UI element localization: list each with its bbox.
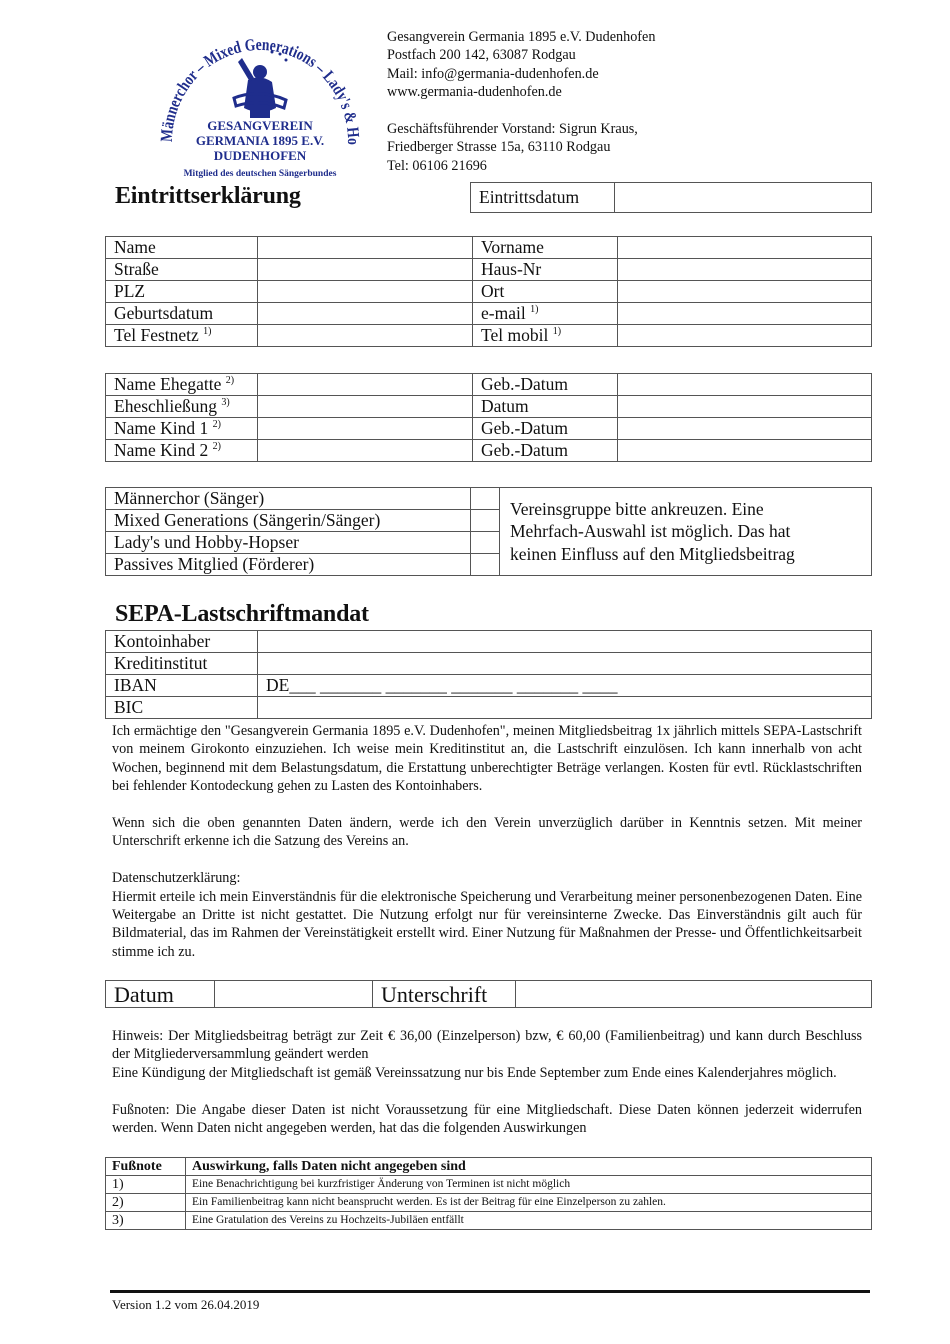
mandate-paragraph: Ich ermächtige den "Gesangverein Germania 1895 e.V. Dudenhofen", meinen Mitgliedsbeitrag 1x jährlich mittels SEPA-Lastschrift von meinem Girokonto einzuziehen. Ich weise mein Kreditinstitut an, die Lastschrift einzulösen. Ich kann innerhalb von acht Wochen, beginnend mit dem Belastungsdatum, die Erstattung unberechtigter Beträge verlangen. Kosten für evtl. Rücklastschriften bei fehlender Kontodeckung gehen zu Lasten des Kontoinhabers. xyxy=(112,723,862,795)
group-label: Lady's und Hobby-Hopser xyxy=(106,532,471,554)
field-input[interactable] xyxy=(258,325,473,347)
form-row xyxy=(106,325,872,347)
sepa-row xyxy=(106,653,872,675)
group-checkbox[interactable] xyxy=(471,488,500,510)
sepa-row xyxy=(106,631,872,653)
sepa-label: Kontoinhaber xyxy=(106,631,258,653)
sepa-label: IBAN xyxy=(106,675,258,697)
footnote-row xyxy=(106,1194,872,1212)
family-data-table xyxy=(105,373,872,462)
footnote-ref: 2) xyxy=(212,441,222,452)
field-label-text: PLZ xyxy=(114,281,146,301)
field-label xyxy=(106,281,258,303)
signature-date-label: Datum xyxy=(106,981,215,1008)
field-input[interactable] xyxy=(258,440,473,462)
field-label xyxy=(106,418,258,440)
footnote-number: 1) xyxy=(106,1176,186,1194)
field-label-text: Tel mobil xyxy=(481,325,549,345)
form-row xyxy=(106,440,872,462)
personal-data-table xyxy=(105,236,872,347)
sepa-label: Kreditinstitut xyxy=(106,653,258,675)
privacy-paragraph: Hiermit erteile ich mein Einverständnis für die elektronische Speicherung und Verarbeitung meiner personenbezogenen Daten. Eine Weitergabe an Dritte ist nicht gestattet. Die Nutzung erfolgt nur für vereinsinterne Zwecke. Das Einverständnis gilt auch für Bildmaterial, das im Rahmen der Vereinstätigkeit erstellt wird. Einer Nutzung für Maßnahmen der Presse- und Öffentlichkeitsarbeit stimme ich zu. xyxy=(112,888,862,960)
logo-line-3: DUDENHOFEN xyxy=(213,148,307,163)
footer-divider xyxy=(110,1290,870,1293)
club-logo xyxy=(150,24,370,184)
field-input[interactable] xyxy=(618,303,872,325)
field-input[interactable] xyxy=(618,259,872,281)
field-label-text: Haus-Nr xyxy=(481,259,542,279)
field-input[interactable] xyxy=(258,237,473,259)
form-title: Eintrittserklärung xyxy=(115,183,301,209)
field-label xyxy=(473,237,618,259)
version-footer: Version 1.2 vom 26.04.2019 xyxy=(112,1297,260,1312)
group-checkbox[interactable] xyxy=(471,554,500,576)
field-input[interactable] xyxy=(618,237,872,259)
membership-notes xyxy=(112,1027,862,1137)
club-name: Gesangverein Germania 1895 e.V. Dudenhofen xyxy=(387,29,656,45)
footnote-row xyxy=(106,1176,872,1194)
club-address-block xyxy=(387,28,655,175)
field-label xyxy=(473,418,618,440)
board-street: Friedberger Strasse 15a, 63110 Rodgau xyxy=(387,139,611,156)
form-row xyxy=(106,237,872,259)
form-row xyxy=(106,259,872,281)
sepa-field[interactable] xyxy=(258,653,872,675)
group-label: Männerchor (Sänger) xyxy=(106,488,471,510)
sepa-row xyxy=(106,697,872,719)
field-label xyxy=(106,374,258,396)
footnote-number: 3) xyxy=(106,1212,186,1230)
field-label xyxy=(473,374,618,396)
signature-label: Unterschrift xyxy=(373,981,516,1008)
sepa-mandate-text xyxy=(112,722,862,961)
footnote-effect: Eine Benachrichtigung bei kurzfristiger Änderung von Terminen ist nicht möglich xyxy=(186,1176,872,1194)
field-label-text: Geb.-Datum xyxy=(481,418,568,438)
field-label xyxy=(106,396,258,418)
footnote-header-row xyxy=(106,1158,872,1176)
club-website[interactable]: www.germania-dudenhofen.de xyxy=(387,84,562,101)
signature-date-field[interactable] xyxy=(215,981,373,1008)
field-label xyxy=(473,440,618,462)
footnote-ref: 1) xyxy=(530,304,539,315)
field-input[interactable] xyxy=(618,396,872,418)
footnote-ref: 2) xyxy=(225,375,235,386)
field-input[interactable] xyxy=(618,418,872,440)
sepa-row xyxy=(106,675,872,697)
footnote-header-number: Fußnote xyxy=(106,1158,186,1176)
board-tel: Tel: 06106 21696 xyxy=(387,157,487,174)
field-input[interactable] xyxy=(258,374,473,396)
footnote-effect: Eine Gratulation des Vereins zu Hochzeits-Jubiläen entfällt xyxy=(186,1212,872,1230)
field-label-text: Geburtsdatum xyxy=(114,303,214,323)
group-row xyxy=(106,488,872,510)
logo-line-2: GERMANIA 1895 E.V. xyxy=(195,133,325,148)
field-label xyxy=(473,325,618,347)
group-checkbox[interactable] xyxy=(471,510,500,532)
field-label-text: Geb.-Datum xyxy=(481,440,568,460)
field-input[interactable] xyxy=(618,440,872,462)
field-label xyxy=(106,325,258,347)
sepa-title: SEPA-Lastschriftmandat xyxy=(115,601,369,627)
field-label xyxy=(106,440,258,462)
field-input[interactable] xyxy=(618,374,872,396)
sepa-label: BIC xyxy=(106,697,258,719)
entry-date-table xyxy=(470,182,872,213)
field-label-text: Straße xyxy=(114,259,159,279)
form-row xyxy=(106,396,872,418)
field-label-text: Tel Festnetz xyxy=(114,325,199,345)
field-label xyxy=(473,281,618,303)
field-label-text: Name Ehegatte xyxy=(114,374,222,394)
footnote-table xyxy=(105,1157,872,1230)
field-label-text: Datum xyxy=(481,396,529,416)
field-label xyxy=(106,237,258,259)
footnote-effect: Ein Familienbeitrag kann nicht beansprucht werden. Es ist der Beitrag für eine Einzelperson zu zahlen. xyxy=(186,1194,872,1212)
board-contact: Geschäftsführender Vorstand: Sigrun Kraus, xyxy=(387,121,638,138)
group-label: Mixed Generations (Sängerin/Sänger) xyxy=(106,510,471,532)
field-input[interactable] xyxy=(258,418,473,440)
field-label xyxy=(473,396,618,418)
form-row xyxy=(106,418,872,440)
footnote-row xyxy=(106,1212,872,1230)
singer-figure-icon xyxy=(234,51,288,119)
data-change-paragraph: Wenn sich die oben genannten Daten ändern, werde ich den Verein unverzüglich darüber in Kenntnis setzen. Mit meiner Unterschrift erkenne ich die Satzung des Vereins an. xyxy=(112,815,862,850)
footnote-ref: 1) xyxy=(552,326,562,337)
signature-field[interactable] xyxy=(516,981,872,1008)
field-label-text: Name Kind 2 xyxy=(114,440,209,460)
group-checkbox[interactable] xyxy=(471,532,500,554)
logo-tagline: Mitglied des deutschen Sängerbundes xyxy=(183,169,337,179)
form-row xyxy=(106,281,872,303)
field-input[interactable] xyxy=(258,303,473,325)
form-row xyxy=(106,374,872,396)
footnote-ref: 1) xyxy=(203,326,212,337)
sepa-field[interactable] xyxy=(258,631,872,653)
footnote-header-effect: Auswirkung, falls Daten nicht angegeben sind xyxy=(186,1158,872,1176)
field-label-text: Geb.-Datum xyxy=(481,374,568,394)
group-instructions: Vereinsgruppe bitte ankreuzen. Eine Mehrfach-Auswahl ist möglich. Das hat keinen Einfluss auf den Mitgliedsbeitrag xyxy=(500,488,872,576)
footnote-number: 2) xyxy=(106,1194,186,1212)
privacy-title: Datenschutzerklärung: xyxy=(112,870,241,887)
footnotes-intro: Fußnoten: Die Angabe dieser Daten ist nicht Voraussetzung für eine Mitgliedschaft. Diese Daten können jederzeit widerrufen werden. Wenn Daten nicht angegeben werden, hat das die folgenden Auswirkungen xyxy=(112,1101,862,1137)
sepa-table xyxy=(105,630,872,719)
field-label-text: Eheschließung xyxy=(114,396,218,416)
club-logo-graphic xyxy=(150,24,370,184)
form-row xyxy=(106,303,872,325)
field-label-text: Name xyxy=(114,237,156,257)
footnote-ref: 3) xyxy=(221,397,230,408)
club-mail[interactable]: Mail: info@germania-dudenhofen.de xyxy=(387,65,599,82)
sepa-field[interactable]: DE___ _______ _______ _______ _______ ____ xyxy=(258,675,872,697)
field-input[interactable] xyxy=(258,281,473,303)
logo-line-1: GESANGVEREIN xyxy=(207,118,313,133)
field-label-text: Name Kind 1 xyxy=(114,418,209,438)
field-label-text: Vorname xyxy=(481,237,544,257)
signature-table xyxy=(105,980,872,1008)
field-label-text: Ort xyxy=(481,281,505,301)
fee-note: Hinweis: Der Mitgliedsbeitrag beträgt zur Zeit € 36,00 (Einzelperson) bzw, € 60,00 (Familienbeitrag) und kann durch Beschluss der Mitgliederversammlung geändert werden xyxy=(112,1028,862,1063)
logo-arc-text: Männerchor – Mixed Generations – Lady's & Ho xyxy=(156,34,364,147)
club-groups-table xyxy=(105,487,872,576)
field-input[interactable] xyxy=(258,259,473,281)
field-input[interactable] xyxy=(618,325,872,347)
field-input[interactable] xyxy=(618,281,872,303)
club-postbox: Postfach 200 142, 63087 Rodgau xyxy=(387,47,576,64)
field-label xyxy=(106,259,258,281)
field-label xyxy=(106,303,258,325)
field-input[interactable] xyxy=(258,396,473,418)
field-label xyxy=(473,303,618,325)
group-label: Passives Mitglied (Förderer) xyxy=(106,554,471,576)
field-label-text: e-mail xyxy=(481,303,526,323)
cancel-note: Eine Kündigung der Mitgliedschaft ist gemäß Vereinssatzung nur bis Ende September zum Ende eines Kalenderjahres möglich. xyxy=(112,1064,837,1081)
footnote-ref: 2) xyxy=(212,419,222,430)
field-label xyxy=(473,259,618,281)
sepa-field[interactable] xyxy=(258,697,872,719)
entry-date-field[interactable] xyxy=(615,183,872,213)
entry-date-label: Eintrittsdatum xyxy=(471,183,615,213)
